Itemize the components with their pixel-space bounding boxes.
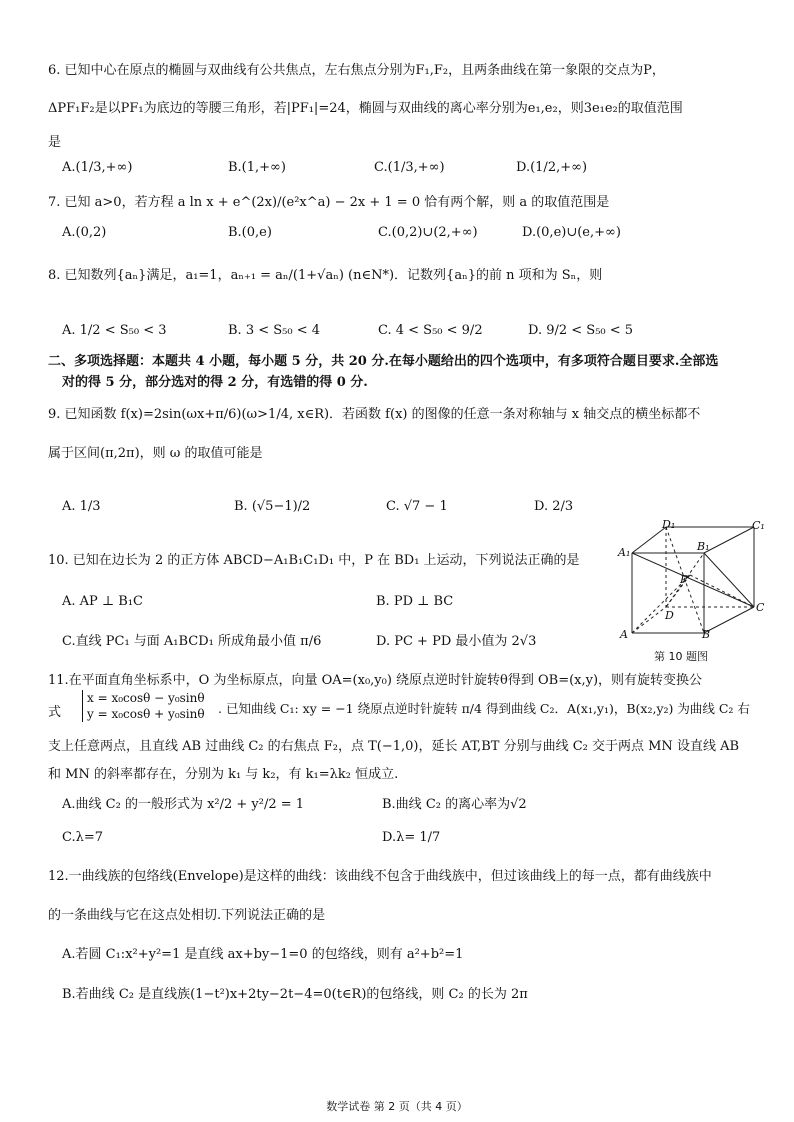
q7-option-c: C.(0,2)∪(2,+∞) [378,225,478,240]
q9-line1: 9. 已知函数 f(x)=2sin(ωx+π/6)(ω>1/4, x∈R)．若函数 f(x) 的图像的任意一条对称轴与 x 轴交点的横坐标都不 [48,407,701,422]
q9-line2: 属于区间(π,2π)，则 ω 的取值可能是 [48,446,263,461]
q6-option-c: C.(1/3,+∞) [374,160,445,175]
q12-option-b: B.若曲线 C₂ 是直线族(1−t²)x+2ty−2t−4=0(t∈R)的包络线，则 C₂ 的长为 2π [62,987,528,1002]
q10-option-b: B. PD ⊥ BC [376,594,454,609]
q8-option-c: C. 4 < S₅₀ < 9/2 [378,323,483,338]
q9-option-a: A. 1/3 [62,499,101,514]
q6-option-a: A.(1/3,+∞) [62,160,133,175]
q12-line2: 的一条曲线与它在这点处相切.下列说法正确的是 [48,908,326,923]
q6-line1: 6. 已知中心在原点的椭圆与双曲线有公共焦点，左右焦点分别为F₁,F₂，且两条曲线在第一象限的交点为P， [48,63,665,78]
section2-heading: 二、多项选择题：本题共 4 小题，每小题 5 分，共 20 分.在每小题给出的四个选项中，有多项符合题目要求.全部选 [48,354,719,369]
q10-option-a: A. AP ⊥ B₁C [62,594,143,609]
q6-line2: ΔPF₁F₂是以PF₁为底边的等腰三角形，若|PF₁|=24，椭圆与双曲线的离心率分别为e₁,e₂，则3e₁e₂的取值范围 [48,101,683,116]
q12-line1: 12.一曲线族的包络线(Envelope)是这样的曲线：该曲线不包含于曲线族中，但过该曲线上的每一点，都有曲线族中 [48,869,712,884]
rotation-formula-x: x = x₀cosθ − y₀sinθ [87,691,205,705]
q7-line1: 7. 已知 a>0，若方程 a ln x + e^(2x)/(e²x^a) − 2x + 1 = 0 恰有两个解，则 a 的取值范围是 [48,195,610,210]
q6-option-b: B.(1,+∞) [228,160,286,175]
q11-line2-prefix: 式 [48,705,62,720]
q9-option-c: C. √7 − 1 [386,499,448,514]
q8-option-b: B. 3 < S₅₀ < 4 [228,323,321,338]
q7-option-b: B.(0,e) [228,225,272,240]
q10-option-d: D. PC + PD 最小值为 2√3 [376,634,537,649]
q8-option-a: A. 1/2 < S₅₀ < 3 [62,323,167,338]
q11-option-c: C.λ=7 [62,830,104,845]
cube-diagram [612,515,772,665]
label-c: C [756,601,765,614]
label-a: A [620,628,628,641]
q8-option-d: D. 9/2 < S₅₀ < 5 [528,323,634,338]
label-p: P [680,573,688,586]
q6-option-d: D.(1/2,+∞) [516,160,588,175]
q11-line4: 和 MN 的斜率都存在，分别为 k₁ 与 k₂，有 k₁=λk₂ 恒成立. [48,767,399,782]
label-b1: B₁ [697,540,710,553]
page-footer: 数学试卷 第 2 页（共 4 页） [326,1100,468,1113]
label-d1: D₁ [662,518,676,531]
label-d: D [665,609,674,622]
q10-option-c: C.直线 PC₁ 与面 A₁BCD₁ 所成角最小值 π/6 [62,634,322,649]
q11-line1: 11.在平面直角坐标系中，O 为坐标原点，向量 OA=(x₀,y₀) 绕原点逆时针旋转θ得到 OB=(x,y)，则有旋转变换公 [48,673,703,688]
q12-option-a: A.若圆 C₁:x²+y²=1 是直线 ax+by−1=0 的包络线，则有 a²+b²=1 [62,947,464,962]
q11-line2: . 已知曲线 C₁: xy = −1 绕原点逆时针旋转 π/4 得到曲线 C₂．A(x₁,y₁)，B(x₂,y₂) 为曲线 C₂ 右 [218,701,750,716]
q9-option-b: B. (√5−1)/2 [234,499,311,514]
q11-line3: 支上任意两点，且直线 AB 过曲线 C₂ 的右焦点 F₂，点 T(−1,0)，延长 AT,BT 分别与曲线 C₂ 交于两点 MN 设直线 AB [48,739,740,754]
label-a1: A₁ [618,546,631,559]
q7-option-a: A.(0,2) [62,225,107,240]
q11-option-a: A.曲线 C₂ 的一般形式为 x²/2 + y²/2 = 1 [62,797,305,812]
q9-option-d: D. 2/3 [534,499,574,514]
q8-line1: 8. 已知数列{aₙ}满足，a₁=1，aₙ₊₁ = aₙ/(1+√aₙ) (n∈N*)．记数列{aₙ}的前 n 项和为 Sₙ，则 [48,268,603,283]
q11-option-d: D.λ= 1/7 [382,830,441,845]
section2-heading-cont: 对的得 5 分，部分选对的得 2 分，有选错的得 0 分. [62,375,368,390]
q6-line3: 是 [48,135,62,150]
q7-option-d: D.(0,e)∪(e,+∞) [522,225,621,240]
rotation-formula [82,690,205,722]
label-b: B [702,628,711,641]
rotation-formula-y: y = x₀cosθ + y₀sinθ [87,707,205,721]
label-c1: C₁ [752,519,765,532]
figure-caption: 第 10 题图 [654,650,708,663]
q10-line1: 10. 已知在边长为 2 的正方体 ABCD−A₁B₁C₁D₁ 中，P 在 BD₁ 上运动，下列说法正确的是 [48,553,580,568]
q11-option-b: B.曲线 C₂ 的离心率为√2 [382,797,527,812]
